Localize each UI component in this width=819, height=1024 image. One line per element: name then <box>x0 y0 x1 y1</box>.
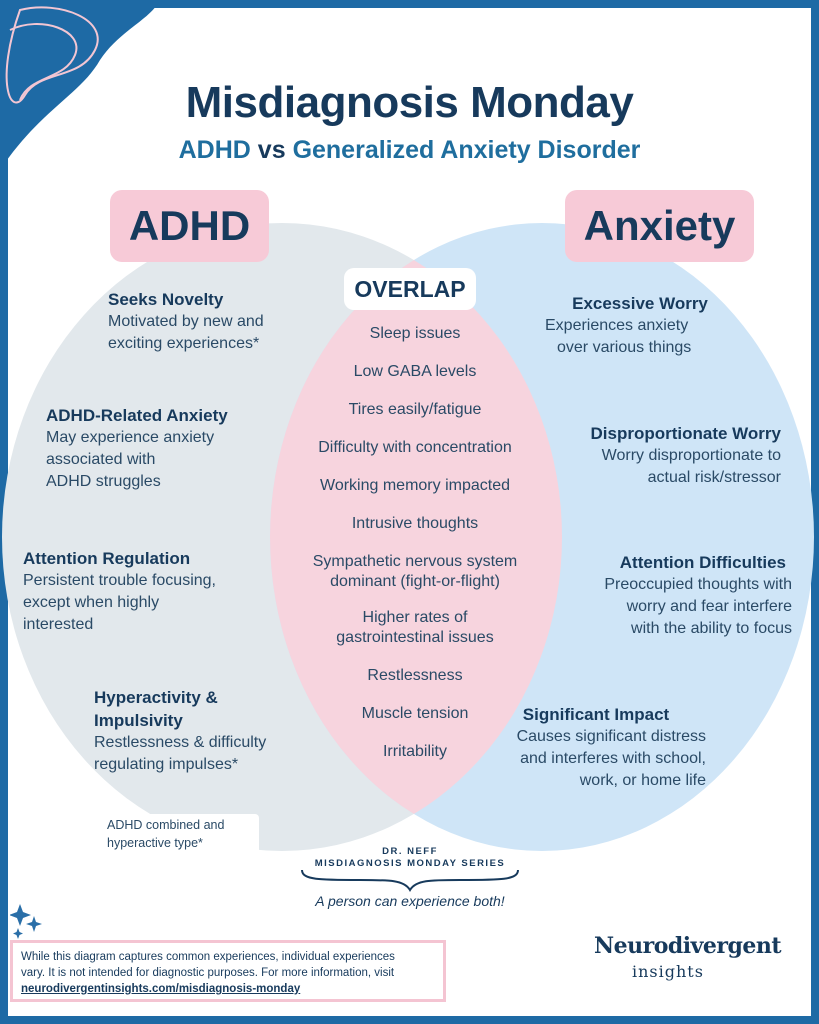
overlap-item: Sleep issues <box>369 325 461 342</box>
item-desc: actual risk/stressor <box>647 469 781 486</box>
item-heading: Hyperactivity & <box>94 688 218 707</box>
item-heading: Attention Regulation <box>23 549 191 568</box>
anxiety-item-disproportionate-worry <box>555 422 781 489</box>
overlap-item: Intrusive thoughts <box>351 515 479 532</box>
adhd-item-hyperactivity <box>94 686 304 776</box>
item-desc: interested <box>23 616 94 633</box>
item-desc: associated with <box>46 451 156 468</box>
footnote-line: hyperactive type* <box>107 836 203 850</box>
anxiety-item-excessive-worry <box>545 292 735 359</box>
item-heading: Seeks Novelty <box>108 290 224 309</box>
item-desc: Motivated by new and <box>108 313 264 330</box>
adhd-footnote <box>103 814 259 854</box>
overlap-item: Tires easily/fatigue <box>348 401 482 418</box>
sparkle-icon <box>10 904 46 940</box>
adhd-item-seeks-novelty <box>108 288 308 355</box>
item-desc: over various things <box>557 339 692 356</box>
overlap-item <box>290 552 540 592</box>
subtitle-anxiety: Generalized Anxiety Disorder <box>292 136 641 164</box>
disclaimer-link[interactable]: neurodivergentinsights.com/misdiagnosis-monday <box>21 983 301 995</box>
disclaimer-line: While this diagram captures common experiences, individual experiences <box>21 951 395 963</box>
anxiety-item-significant-impact <box>486 703 706 792</box>
item-desc: exciting experiences* <box>108 335 260 352</box>
adhd-item-related-anxiety <box>46 404 266 493</box>
logo-insights: insights <box>632 962 704 981</box>
subtitle-adhd: ADHD <box>178 136 251 164</box>
adhd-item-attention-regulation <box>23 547 263 636</box>
footnote-line: ADHD combined and <box>107 818 225 832</box>
overlap-line: Sympathetic nervous system <box>312 553 518 570</box>
item-desc: Restlessness & difficulty <box>94 734 267 751</box>
subtitle-vs: vs <box>257 136 286 164</box>
item-heading: Impulsivity <box>94 711 183 730</box>
overlap-line: dominant (fight-or-flight) <box>330 573 500 590</box>
series-author: DR. NEFF <box>382 846 438 857</box>
item-desc: and interferes with school, <box>520 750 706 767</box>
item-heading: Attention Difficulties <box>619 553 786 572</box>
item-desc: Experiences anxiety <box>545 317 689 334</box>
item-desc: Persistent trouble focusing, <box>23 572 216 589</box>
item-desc: worry and fear interfere <box>626 598 792 615</box>
disclaimer-box <box>10 940 446 1002</box>
logo-neurodivergent: Neurodivergent <box>594 933 782 959</box>
item-desc: Worry disproportionate to <box>601 447 781 464</box>
item-desc: regulating impulses* <box>94 756 239 773</box>
series-name: MISDIAGNOSIS MONDAY SERIES <box>314 858 506 869</box>
adhd-label: ADHD <box>110 190 269 262</box>
item-heading: Excessive Worry <box>572 294 708 313</box>
overlap-item: Muscle tension <box>361 705 469 722</box>
series-label <box>290 846 530 870</box>
overlap-item: Difficulty with concentration <box>318 439 512 456</box>
item-desc: ADHD struggles <box>46 473 161 490</box>
item-desc: work, or home life <box>579 772 706 789</box>
brace-icon <box>300 868 520 892</box>
page-title: Misdiagnosis Monday <box>185 78 634 127</box>
anxiety-item-attention-difficulties <box>560 551 792 640</box>
disclaimer-line: vary. It is not intended for diagnostic purposes. For more information, visit <box>21 967 395 979</box>
overlap-line: gastrointestinal issues <box>336 629 494 646</box>
item-desc: with the ability to focus <box>631 620 792 637</box>
overlap-item: Irritability <box>382 743 447 760</box>
item-desc: Preoccupied thoughts with <box>604 576 792 593</box>
item-desc: Causes significant distress <box>516 728 706 745</box>
anxiety-label: Anxiety <box>565 190 754 262</box>
item-heading: Significant Impact <box>522 705 670 724</box>
item-desc: May experience anxiety <box>46 429 215 446</box>
overlap-item: Working memory impacted <box>320 477 510 494</box>
tagline: A person can experience both! <box>315 893 505 909</box>
overlap-item <box>290 608 540 648</box>
overlap-item: Restlessness <box>367 667 463 684</box>
item-heading: ADHD-Related Anxiety <box>46 406 228 425</box>
overlap-item: Low GABA levels <box>353 363 477 380</box>
overlap-line: Higher rates of <box>362 609 468 626</box>
item-heading: Disproportionate Worry <box>590 424 781 443</box>
item-desc: except when highly <box>23 594 160 611</box>
overlap-label: OVERLAP <box>344 268 476 310</box>
